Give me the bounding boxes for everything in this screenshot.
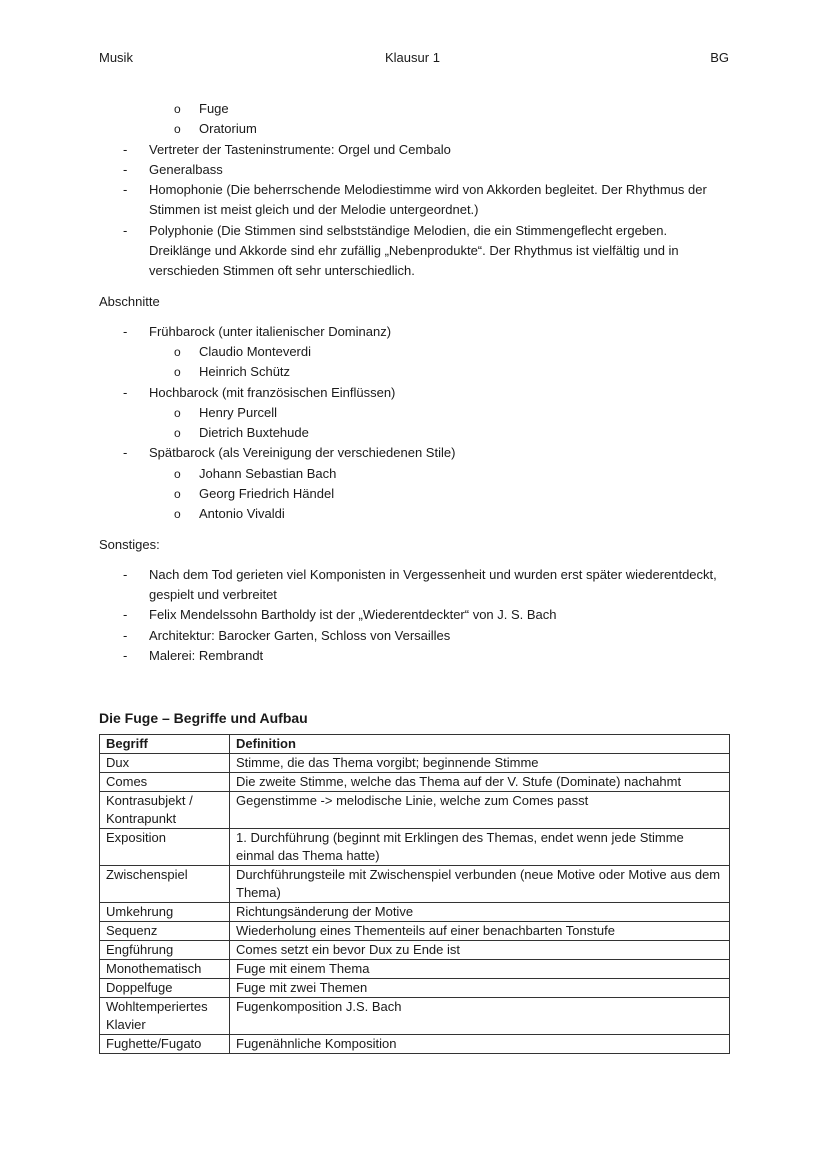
item-text: Generalbass: [149, 161, 223, 177]
list-item: [99, 626, 731, 646]
circle-bullet-icon: o: [174, 365, 181, 380]
dash-bullet-icon: -: [123, 445, 128, 461]
item-text: Vertreter der Tasteninstrumente: Orgel und Cembalo: [149, 141, 451, 157]
list-item: [99, 383, 731, 403]
list-subitem: [99, 362, 731, 382]
term-cell: Doppelfuge: [100, 979, 230, 998]
table-row: [100, 922, 730, 941]
definition-cell: Stimme, die das Thema vorgibt; beginnende Stimme: [230, 754, 730, 773]
definition-cell: Fuge mit zwei Themen: [230, 979, 730, 998]
fuge-terms-table: [99, 734, 730, 1054]
circle-bullet-icon: o: [174, 102, 181, 116]
item-text: Felix Mendelssohn Bartholdy ist der „Wiederentdeckter“ von J. S. Bach: [149, 607, 557, 623]
subitem-text: Johann Sebastian Bach: [199, 465, 337, 481]
subitem-text: Oratorium: [199, 121, 257, 137]
table-header-row: [100, 735, 730, 754]
list-item: [99, 443, 731, 463]
list-subitem: [99, 464, 731, 484]
circle-bullet-icon: o: [174, 405, 181, 420]
list-subitem: [99, 484, 731, 504]
column-header: Begriff: [100, 735, 230, 754]
item-text: Nach dem Tod gerieten viel Komponisten in Vergessenheit und wurden erst später wiederentdeckt, gespielt und verbreitet: [149, 566, 717, 602]
circle-bullet-icon: o: [174, 487, 181, 502]
item-text: Spätbarock (als Vereinigung der verschiedenen Stile): [149, 445, 456, 461]
dash-bullet-icon: -: [123, 566, 128, 582]
list-item: [99, 221, 731, 282]
list-item: [99, 140, 731, 160]
list-subitem: [99, 99, 731, 119]
term-cell: Zwischenspiel: [100, 866, 230, 903]
table-row: [100, 1035, 730, 1054]
term-cell: Monothematisch: [100, 960, 230, 979]
term-cell: Exposition: [100, 829, 230, 866]
item-text: Frühbarock (unter italienischer Dominanz): [149, 323, 392, 339]
table-row: [100, 773, 730, 792]
dash-bullet-icon: -: [123, 161, 128, 177]
item-text: Architektur: Barocker Garten, Schloss von Versailles: [149, 627, 451, 643]
column-header: Definition: [230, 735, 730, 754]
list-subitem: [99, 504, 731, 524]
circle-bullet-icon: o: [174, 122, 181, 137]
circle-bullet-icon: o: [174, 426, 181, 441]
table-row: [100, 998, 730, 1035]
list-subitem: [99, 423, 731, 443]
header-title: Klausur 1: [385, 50, 440, 65]
header-initials: BG: [710, 50, 729, 65]
page-header: [99, 50, 729, 68]
definition-cell: Durchführungsteile mit Zwischenspiel verbunden (neue Motive oder Motive aus dem Thema): [230, 866, 730, 903]
dash-bullet-icon: -: [123, 647, 128, 663]
list-item: [99, 322, 731, 342]
section-title: Die Fuge – Begriffe und Aufbau: [99, 710, 308, 727]
table-row: [100, 792, 730, 829]
dash-bullet-icon: -: [123, 607, 128, 623]
dash-bullet-icon: -: [123, 323, 128, 339]
definition-cell: Richtungsänderung der Motive: [230, 903, 730, 922]
circle-bullet-icon: o: [174, 466, 181, 481]
dash-bullet-icon: -: [123, 222, 128, 238]
subitem-text: Henry Purcell: [199, 404, 278, 420]
definition-cell: Comes setzt ein bevor Dux zu Ende ist: [230, 941, 730, 960]
document-body: [99, 99, 731, 1054]
definition-cell: Gegenstimme -> melodische Linie, welche zum Comes passt: [230, 792, 730, 829]
term-cell: Fughette/Fugato: [100, 1035, 230, 1054]
list-item: [99, 160, 731, 180]
header-subject: Musik: [99, 50, 133, 65]
list-item: [99, 180, 731, 221]
table-row: [100, 960, 730, 979]
dash-bullet-icon: -: [123, 182, 128, 198]
item-text: Hochbarock (mit französischen Einflüssen): [149, 384, 396, 400]
table-row: [100, 829, 730, 866]
term-cell: Comes: [100, 773, 230, 792]
subitem-text: Claudio Monteverdi: [199, 343, 312, 359]
definition-cell: 1. Durchführung (beginnt mit Erklingen des Themas, endet wenn jede Stimme einmal das Thema hatte): [230, 829, 730, 866]
subitem-text: Dietrich Buxtehude: [199, 425, 309, 441]
table-row: [100, 754, 730, 773]
abschnitte-label: Abschnitte: [99, 293, 160, 309]
dash-bullet-icon: -: [123, 141, 128, 157]
sonstiges-label: Sonstiges:: [99, 536, 160, 552]
term-cell: Umkehrung: [100, 903, 230, 922]
item-text: Homophonie (Die beherrschende Melodiestimme wird von Akkorden begleitet. Der Rhythmus der Stimmen ist meist gleich und der Melodie untergeordnet.): [149, 182, 707, 218]
list-item: [99, 646, 731, 666]
definition-cell: Fugenkomposition J.S. Bach: [230, 998, 730, 1035]
term-cell: Engführung: [100, 941, 230, 960]
term-cell: Wohltemperiertes Klavier: [100, 998, 230, 1035]
list-item: [99, 565, 731, 606]
list-subitem: [99, 119, 731, 139]
list-item: [99, 605, 731, 625]
subitem-text: Heinrich Schütz: [199, 364, 291, 380]
term-cell: Dux: [100, 754, 230, 773]
subitem-text: Fuge: [199, 101, 229, 116]
term-cell: Kontrasubjekt / Kontrapunkt: [100, 792, 230, 829]
table-row: [100, 866, 730, 903]
term-cell: Sequenz: [100, 922, 230, 941]
definition-cell: Die zweite Stimme, welche das Thema auf der V. Stufe (Dominate) nachahmt: [230, 773, 730, 792]
subitem-text: Antonio Vivaldi: [199, 506, 285, 522]
subitem-text: Georg Friedrich Händel: [199, 486, 335, 502]
circle-bullet-icon: o: [174, 507, 181, 522]
definition-cell: Fugenähnliche Komposition: [230, 1035, 730, 1054]
list-subitem: [99, 342, 731, 362]
table-row: [100, 941, 730, 960]
dash-bullet-icon: -: [123, 627, 128, 643]
list-subitem: [99, 403, 731, 423]
definition-cell: Wiederholung eines Thementeils auf einer benachbarten Tonstufe: [230, 922, 730, 941]
definition-cell: Fuge mit einem Thema: [230, 960, 730, 979]
dash-bullet-icon: -: [123, 384, 128, 400]
item-text: Malerei: Rembrandt: [149, 647, 264, 663]
circle-bullet-icon: o: [174, 344, 181, 359]
table-row: [100, 903, 730, 922]
table-row: [100, 979, 730, 998]
item-text: Polyphonie (Die Stimmen sind selbstständige Melodien, die ein Stimmengeflecht ergeben. Dreiklänge und Akkorde sind ehr zufällig „Nebenprodukte“. Der Rhythmus ist vielfältig und in verschieden Stimmen oft sehr unterschiedlich.: [149, 222, 679, 279]
